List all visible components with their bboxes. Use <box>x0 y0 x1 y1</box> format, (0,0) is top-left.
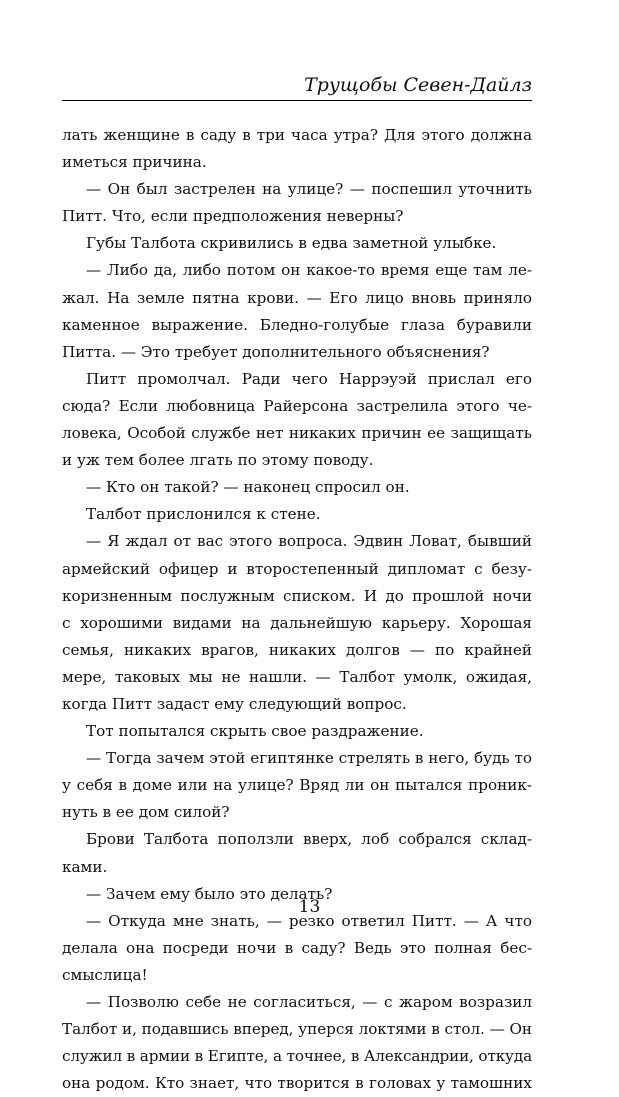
body-text <box>62 122 532 1097</box>
text-line: мере, таковых мы не нашли. — Талбот умолк, ожидая, <box>62 667 532 686</box>
text-line: — Зачем ему было это делать? <box>86 884 333 903</box>
text-line: — Откуда мне знать, — резко ответил Питт. — А что <box>86 911 532 930</box>
header-rule <box>62 100 532 101</box>
text-line: сюда? Если любовница Райерсона застрелила этого че- <box>62 396 532 415</box>
text-line: ловека, Особой службе нет никаких причин ее защищать <box>62 424 532 443</box>
text-line: — Тогда зачем этой египтянке стрелять в него, будь то <box>86 749 532 768</box>
text-line: жал. На земле пятна крови. — Его лицо вновь приняло <box>62 288 532 307</box>
text-line: — Я ждал от вас этого вопроса. Эдвин Ловат, бывший <box>86 532 532 551</box>
text-line: семья, никаких врагов, никаких долгов — по крайней <box>62 640 532 659</box>
text-line: служил в армии в Египте, а точнее, в Александрии, откуда <box>62 1047 532 1066</box>
text-line: иметься причина. <box>62 153 207 172</box>
text-line: с хорошими видами на дальнейшую карьеру. Хорошая <box>62 613 532 632</box>
page-number: 13 <box>298 897 321 917</box>
text-line: Питт промолчал. Ради чего Наррэуэй прислал его <box>86 369 532 388</box>
text-line: лать женщине в саду в три часа утра? Для этого должна <box>62 126 532 144</box>
text-line: у себя в доме или на улице? Вряд ли он пытался проник- <box>62 776 532 795</box>
text-line: и уж тем более лгать по этому поводу. <box>62 451 374 470</box>
text-line: она родом. Кто знает, что творится в головах у тамошних <box>62 1074 532 1093</box>
text-line: Губы Талбота скривились в едва заметной улыбке. <box>86 234 497 253</box>
text-line: — Либо да, либо потом он какое-то время еще там ле- <box>86 261 532 280</box>
text-line: Талбот прислонился к стене. <box>86 505 321 524</box>
text-line: смыслица! <box>62 965 148 984</box>
text-line: коризненным послужным списком. И до прошлой ночи <box>62 586 532 605</box>
text-line: — Позволю себе не согласиться, — с жаром возразил <box>86 993 532 1011</box>
text-line: — Кто он такой? — наконец спросил он. <box>86 478 410 497</box>
text-line: нуть в ее дом силой? <box>62 803 230 822</box>
text-line: каменное выражение. Бледно-голубые глаза буравили <box>62 315 532 334</box>
text-line: — Он был застрелен на улице? — поспешил уточнить <box>86 180 532 199</box>
text-line: когда Питт задаст ему следующий вопрос. <box>62 694 407 713</box>
text-line: ками. <box>62 857 108 876</box>
text-line: армейский офицер и второстепенный дипломат с безу- <box>62 559 532 578</box>
text-line: Тот попытался скрыть свое раздражение. <box>86 722 424 741</box>
running-header-title: Трущобы Севен-Дайлз <box>304 74 532 96</box>
text-line: Брови Талбота поползли вверх, лоб собрался склад- <box>86 830 532 849</box>
text-line: Питт. Что, если предположения неверны? <box>62 207 404 226</box>
text-line: Питта. — Это требует дополнительного объяснения? <box>62 342 490 361</box>
text-line: делала она посреди ночи в саду? Ведь это полная бес- <box>62 938 532 957</box>
text-line: Талбот и, подавшись вперед, уперся локтями в стол. — Он <box>62 1020 532 1039</box>
